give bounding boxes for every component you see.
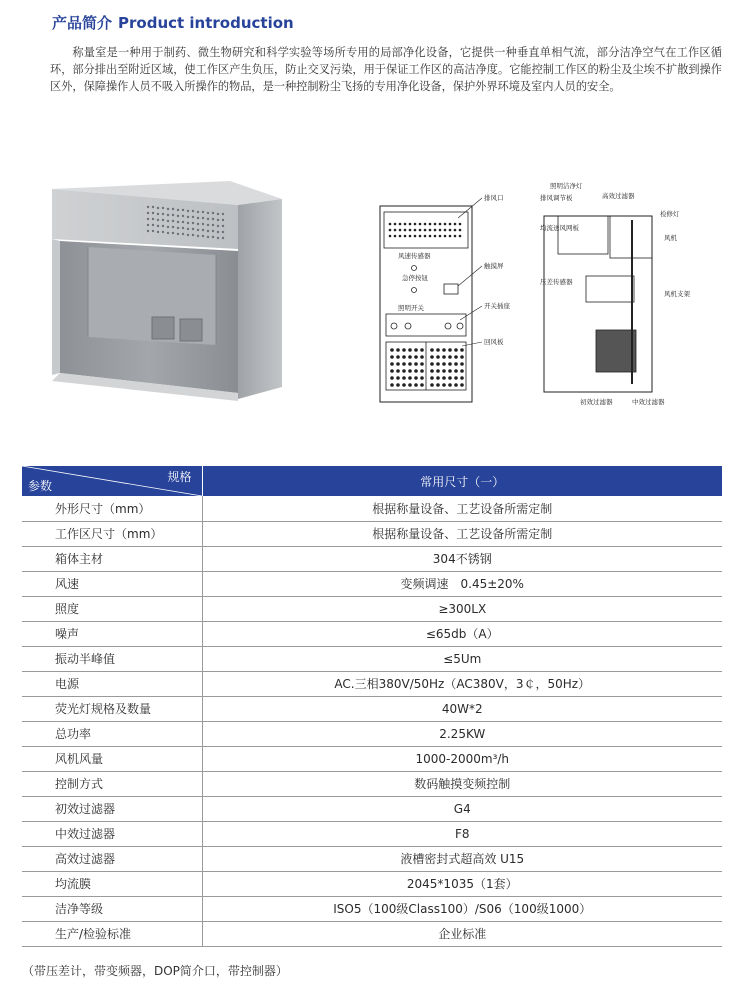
label-touch-screen: 触摸屏 [484,262,504,270]
title-en: Product introduction [118,14,294,32]
footnote: （带压差计，带变频器，DOP简介口，带控制器） [22,964,288,978]
table-row [22,646,722,671]
param-cell: 电源 [22,671,202,696]
table-row [22,921,722,946]
spec-table [22,466,722,947]
table-row [22,771,722,796]
value-cell: 40W*2 [202,696,722,721]
param-cell: 均流膜 [22,871,202,896]
value-cell: 1000-2000m³/h [202,746,722,771]
table-row [22,871,722,896]
table-row [22,721,722,746]
front-view-diagram [378,186,538,404]
param-cell: 荧光灯规格及数量 [22,696,202,721]
value-cell: ≤65db（A） [202,621,722,646]
label-pre-filter: 初效过滤器 [580,398,613,406]
table-row [22,546,722,571]
header-diagonal-cell [22,466,202,496]
side-view-diagram [540,180,708,410]
value-cell: 根据称量设备、工艺设备所需定制 [202,496,722,521]
label-fan-bracket: 风机支架 [664,290,690,298]
label-mesh-panel: 均流送风网板 [540,224,579,232]
label-fan: 风机 [664,234,677,242]
label-hepa: 高效过滤器 [602,192,635,200]
value-cell: 2.25KW [202,721,722,746]
param-cell: 初效过滤器 [22,796,202,821]
value-cell: ≥300LX [202,596,722,621]
label-return-panel: 回风板 [484,338,504,346]
header-spec: 规格 [167,470,192,484]
param-cell: 控制方式 [22,771,202,796]
value-cell: 根据称量设备、工艺设备所需定制 [202,521,722,546]
table-row [22,621,722,646]
table-row [22,821,722,846]
label-service-light: 检修灯 [660,210,680,218]
param-cell: 外形尺寸（mm） [22,496,202,521]
value-cell: ≤5Um [202,646,722,671]
table-header-row [22,466,722,496]
table-row [22,571,722,596]
value-cell: 304不锈钢 [202,546,722,571]
value-cell: ISO5（100级Class100）/S06（100级1000） [202,896,722,921]
table-row [22,896,722,921]
label-socket: 开关插座 [484,302,510,310]
table-row [22,696,722,721]
value-cell: 数码触摸变频控制 [202,771,722,796]
label-air-sensor: 风速传感器 [398,252,431,260]
table-row [22,796,722,821]
param-cell: 照度 [22,596,202,621]
label-pressure-sensor: 压差传感器 [540,278,573,286]
value-cell: AC.三相380V/50Hz（AC380V，3￠，50Hz） [202,671,722,696]
label-emergency-stop: 急停按钮 [402,274,428,282]
label-light-switch: 照明开关 [398,304,424,312]
value-cell: G4 [202,796,722,821]
value-cell: F8 [202,821,722,846]
param-cell: 噪声 [22,621,202,646]
param-cell: 洁净等级 [22,896,202,921]
param-cell: 中效过滤器 [22,821,202,846]
table-row [22,496,722,521]
intro-paragraph: 称量室是一种用于制药、微生物研究和科学实验等场所专用的局部净化设备，它提供一种垂直单相气流，部分洁净空气在工作区循环，部分排出至附近区域，使工作区产生负压，防止交叉污染，用于保证工作区的高洁净度。它能控制工作区的粉尘及尘埃不扩散到操作区外，保障操作人员不吸入所操作的物品，是一种控制粉尘飞扬的专用净化设备，保护外界环境及室内人员的安全。 [50,46,722,94]
param-cell: 总功率 [22,721,202,746]
weighing-room-photo [48,177,284,405]
value-cell: 企业标准 [202,921,722,946]
value-cell: 液槽密封式超高效 U15 [202,846,722,871]
label-medium-filter: 中效过滤器 [632,398,665,406]
label-exhaust: 排风口 [484,194,504,202]
param-cell: 高效过滤器 [22,846,202,871]
label-clean-light: 照明洁净灯 [550,182,583,190]
table-row [22,596,722,621]
table-row [22,521,722,546]
header-value: 常用尺寸（一） [202,466,722,496]
param-cell: 风速 [22,571,202,596]
value-cell: 2045*1035（1套） [202,871,722,896]
param-cell: 振动半峰值 [22,646,202,671]
param-cell: 生产/检验标准 [22,921,202,946]
table-row [22,671,722,696]
title-cn: 产品简介 [52,14,113,32]
label-exhaust-plate: 排风调节板 [540,194,573,202]
param-cell: 风机风量 [22,746,202,771]
param-cell: 箱体主材 [22,546,202,571]
header-param: 参数 [28,479,53,493]
table-row [22,846,722,871]
table-row [22,746,722,771]
page-title [52,12,294,33]
value-cell: 变频调速 0.45±20% [202,571,722,596]
param-cell: 工作区尺寸（mm） [22,521,202,546]
